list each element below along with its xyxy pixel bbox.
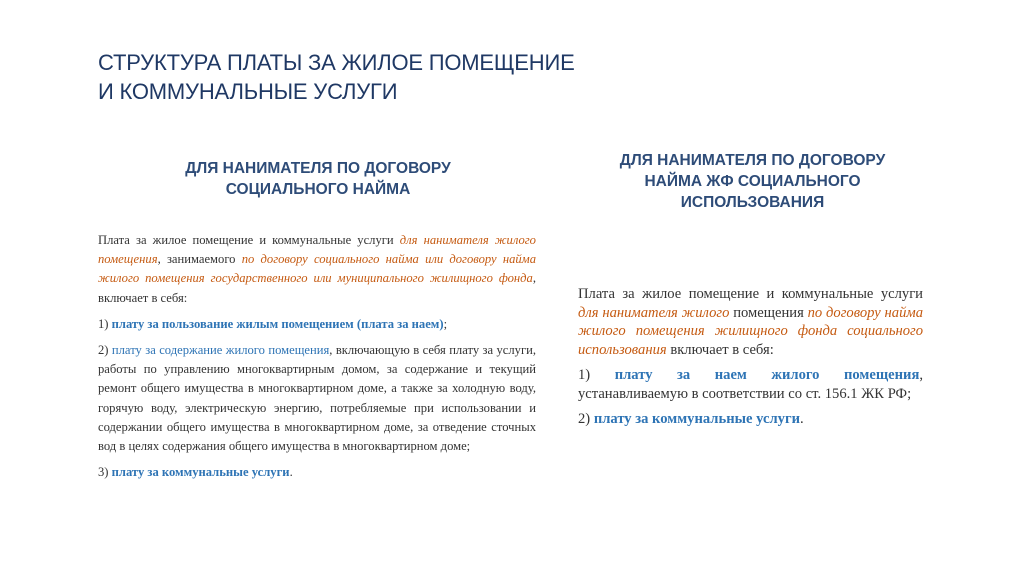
slide-title-line-1: СТРУКТУРА ПЛАТЫ ЗА ЖИЛОЕ ПОМЕЩЕНИЕ — [98, 50, 575, 75]
right-column-heading — [565, 150, 940, 213]
right-heading-line-2: НАЙМА ЖФ СОЦИАЛЬНОГО — [644, 173, 861, 190]
right-item-1 — [578, 366, 923, 403]
right-item-1-text: , устанавливаемую в соответствии со ст. 156.1 ЖК РФ; — [578, 367, 923, 402]
left-intro-emphasis-contract: по договору социального найма или договору найма жилого помещения государственного или муниципального жилищного фонда — [98, 252, 536, 286]
left-item-1-text: ; — [443, 316, 448, 331]
left-item-3-text: . — [289, 465, 293, 480]
right-item-1-emphasis: плату за наем жилого помещения — [614, 367, 920, 383]
left-item-3-number: 3) — [98, 465, 112, 480]
left-intro-text: Плата за жилое помещение и коммунальные услуги — [98, 233, 400, 247]
right-item-2-number: 2) — [578, 411, 594, 427]
left-item-3-emphasis: плату за коммунальные услуги — [111, 465, 290, 480]
left-item-1-number: 1) — [98, 316, 112, 331]
left-column-body — [98, 231, 536, 489]
right-item-2 — [578, 410, 923, 429]
left-item-1 — [98, 315, 536, 334]
left-intro-text: , включает в себя: — [98, 271, 536, 305]
left-item-2 — [98, 341, 536, 456]
slide-title — [98, 48, 798, 106]
right-heading-line-1: ДЛЯ НАНИМАТЕЛЯ ПО ДОГОВОРУ — [619, 152, 886, 169]
right-item-2-text: . — [799, 411, 804, 427]
right-intro-text: Плата за жилое помещение и коммунальные услуги — [578, 286, 923, 302]
right-item-2-emphasis: плату за коммунальные услуги — [593, 411, 800, 427]
left-intro-paragraph — [98, 231, 536, 308]
right-intro-text: помещения — [729, 304, 808, 321]
right-item-1-number: 1) — [578, 367, 615, 383]
left-column-heading — [98, 158, 538, 200]
right-intro-paragraph — [578, 285, 923, 359]
left-item-1-emphasis: плату за пользование жилым помещением (плата за наем) — [111, 316, 444, 331]
left-item-2-emphasis: плату за содержание жилого помещения — [111, 343, 330, 358]
left-item-3 — [98, 463, 536, 482]
right-intro-text: включает в себя: — [666, 341, 774, 358]
left-heading-line-1: ДЛЯ НАНИМАТЕЛЯ ПО ДОГОВОРУ — [185, 160, 451, 177]
left-item-2-text: , включающую в себя плату за услуги, работы по управлению многоквартирным домом, за содержание и текущий ремонт общего имущества в многоквартирном доме, а также за холодную воду, горячую воду, электрическую энергию, потребляемые при использовании и содержании общего имущества в многоквартирном доме, за отведение сточных вод в целях содержания общего имущества в многоквартирном доме; — [98, 343, 537, 454]
left-intro-emphasis-tenant: для нанимателя жилого помещения — [98, 233, 536, 267]
left-heading-line-2: СОЦИАЛЬНОГО НАЙМА — [225, 181, 411, 198]
right-intro-emphasis-tenant: для нанимателя жилого — [578, 304, 730, 321]
left-intro-text: , занимаемого — [157, 252, 242, 267]
slide-title-line-2: И КОММУНАЛЬНЫЕ УСЛУГИ — [98, 79, 398, 104]
right-column-body — [578, 285, 923, 436]
right-intro-emphasis-contract: по договору найма жилого помещения жилищного фонда социального использования — [578, 304, 924, 358]
left-item-2-number: 2) — [98, 343, 112, 358]
right-heading-line-3: ИСПОЛЬЗОВАНИЯ — [680, 194, 825, 211]
